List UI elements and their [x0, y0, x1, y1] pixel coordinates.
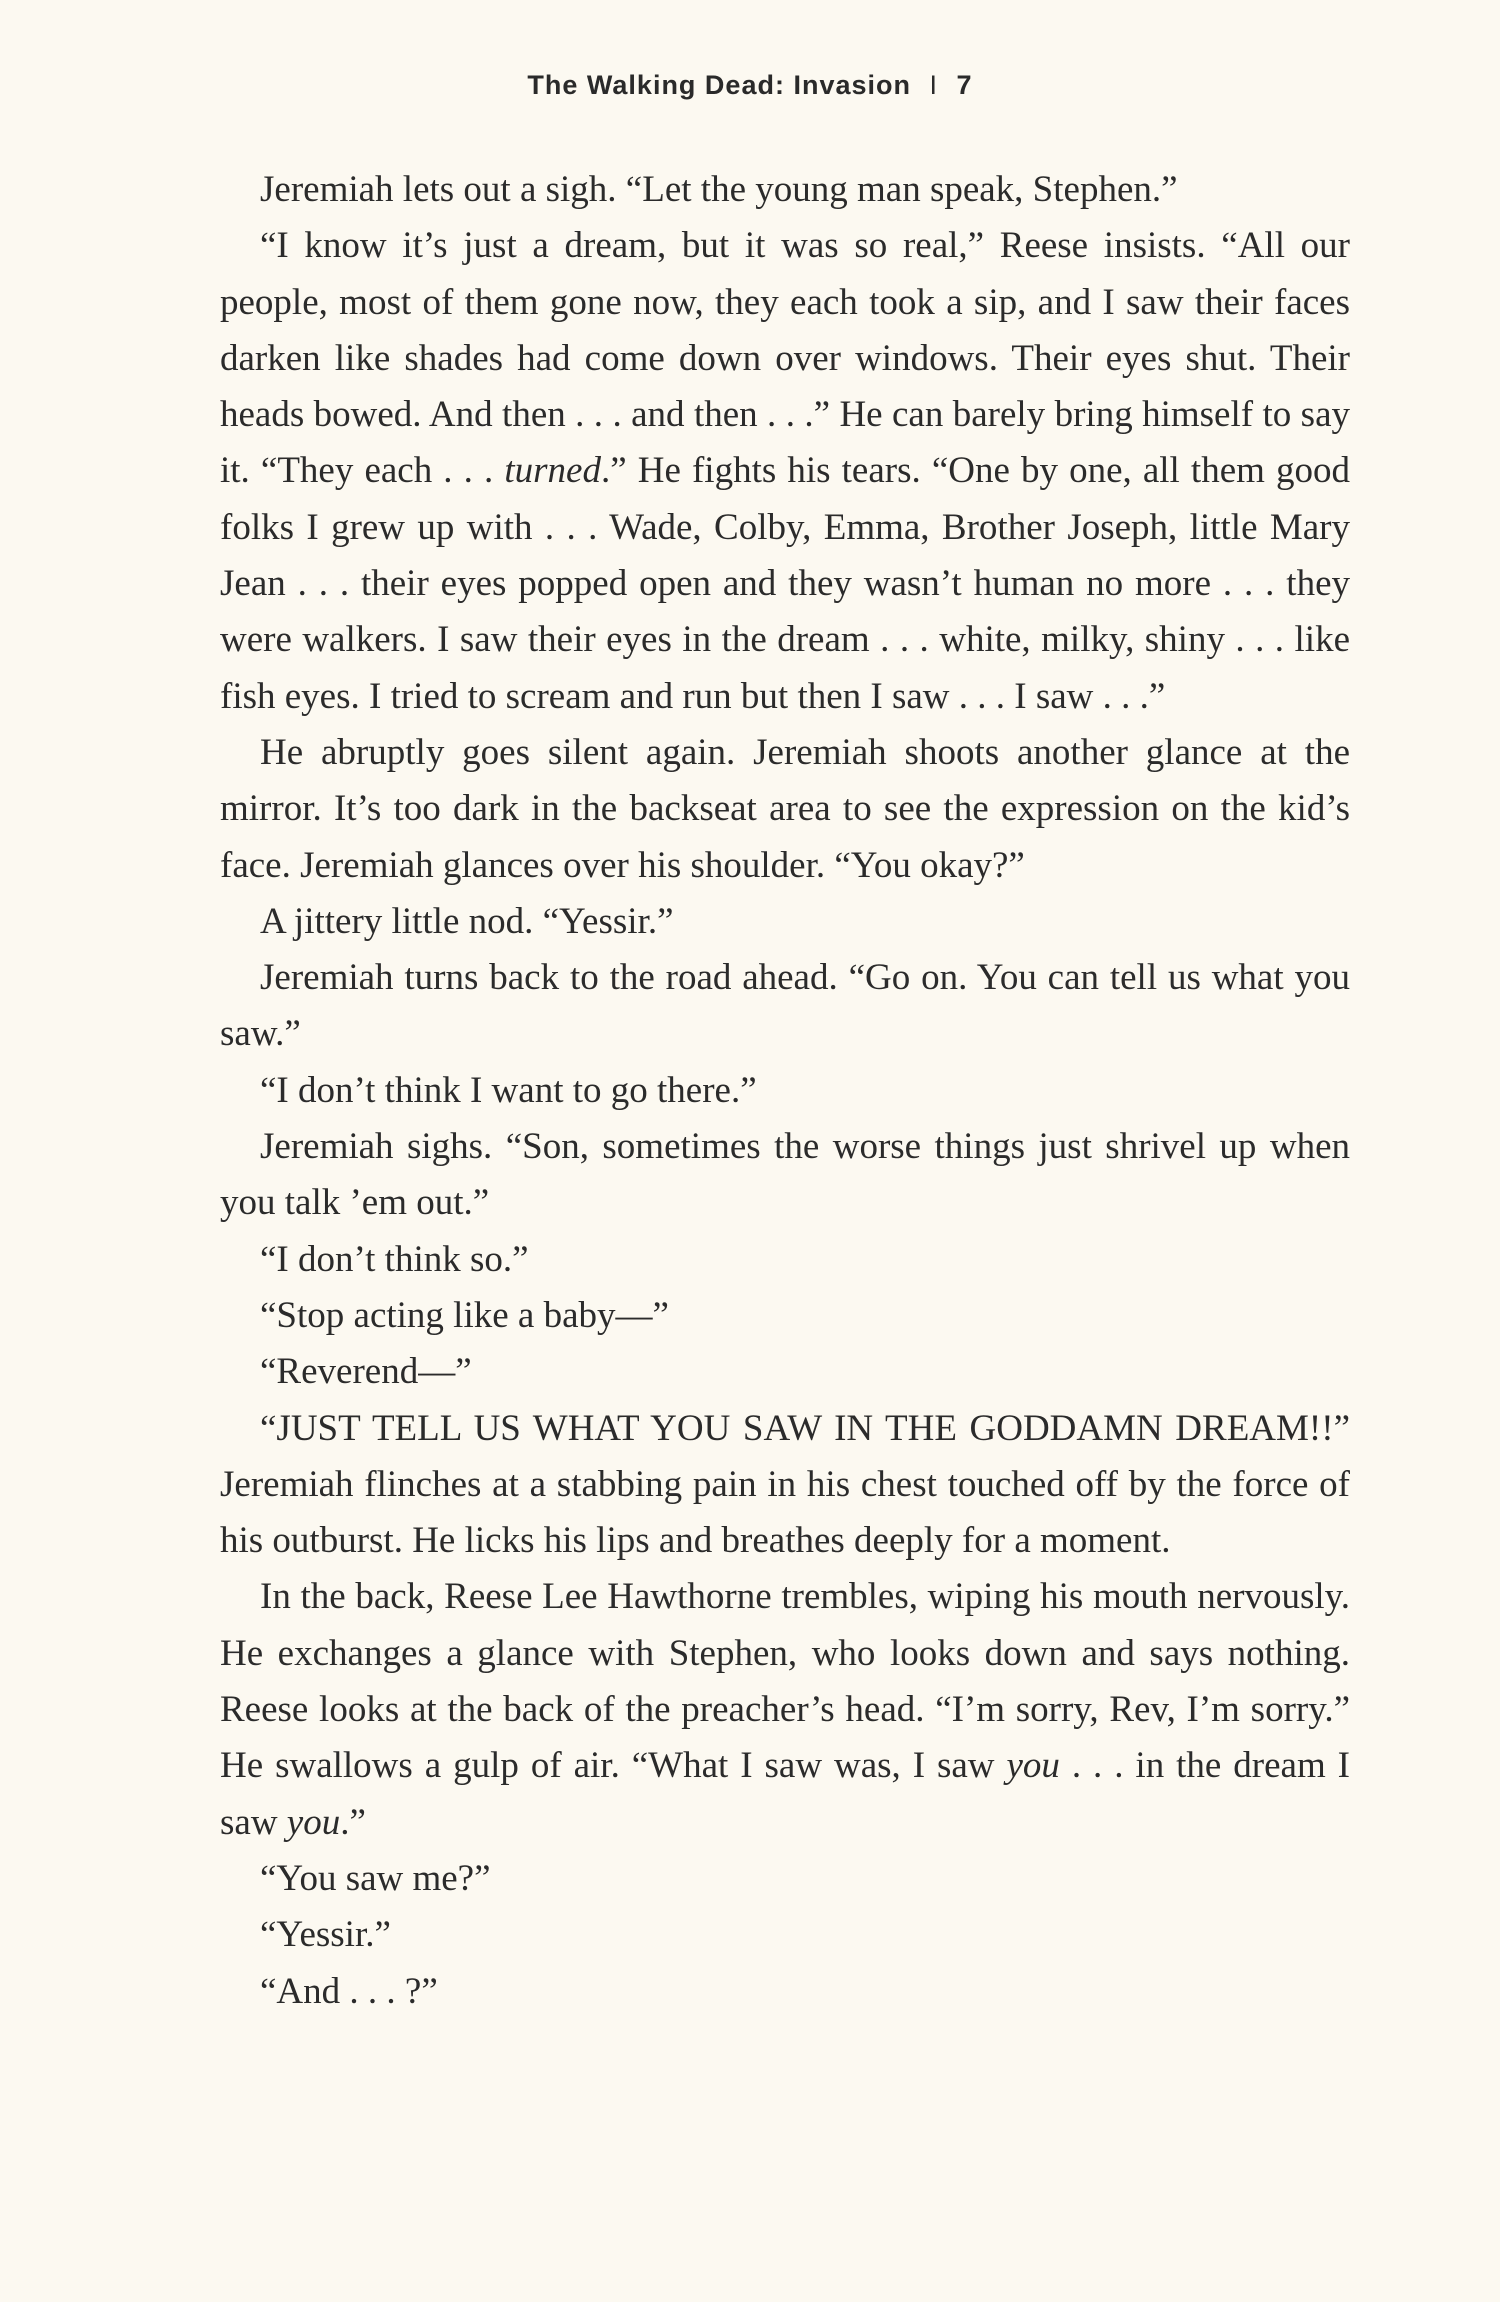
paragraph: A jittery little nod. “Yessir.”: [260, 900, 674, 942]
header-separator: I: [929, 70, 939, 100]
paragraph: Jeremiah lets out a sigh. “Let the young man speak, Stephen.”: [260, 169, 1178, 210]
paragraph: “I don’t think I want to go there.”: [260, 1069, 757, 1111]
paragraph: Jeremiah sighs. “Son, sometimes the worse things just shrivel up when you talk ’em out.”: [220, 1126, 1350, 1224]
paragraph: “And . . . ?”: [260, 1970, 438, 2012]
paragraph: In the back, Reese Lee Hawthorne trembles, wiping his mouth nervously. He exchanges a glance with Stephen, who looks down and says nothing. Reese looks at the back of the preacher’s head. “I’m sorry, Rev, I’m sorry.” He swallows a gulp of air. “What I saw was, I saw you . . . in the dream I saw you.”: [220, 1576, 1351, 1843]
paragraph: “I know it’s just a dream, but it was so real,” Reese insists. “All our people, most of them gone now, they each took a sip, and I saw their faces darken like shades had come down over windows. Their eyes shut. Their heads bowed. And then . . . and then . . .” He can barely bring himself to say it. “They each . . . turned.” He fights his tears. “One by one, all them good folks I grew up with . . . Wade, Colby, Emma, Brother Joseph, little Mary Jean . . . their eyes popped open and they wasn’t human no more . . . they were walkers. I saw their eyes in the dream . . . white, milky, shiny . . . like fish eyes. I tried to scream and run but then I saw . . . I saw . . .”: [220, 225, 1350, 717]
paragraph: “Stop acting like a baby—”: [260, 1294, 669, 1336]
paragraph: Jeremiah turns back to the road ahead. “Go on. You can tell us what you saw.”: [220, 957, 1350, 1055]
body-text: [220, 162, 1350, 2020]
paragraph: “I don’t think so.”: [260, 1238, 529, 1280]
book-title: The Walking Dead: Invasion: [527, 70, 911, 100]
paragraph: “You saw me?”: [260, 1857, 491, 1899]
page-number: 7: [956, 70, 973, 100]
running-header: [0, 70, 1500, 101]
paragraph: He abruptly goes silent again. Jeremiah shoots another glance at the mirror. It’s too dark in the backseat area to see the expression on the kid’s face. Jeremiah glances over his shoulder. “You okay?”: [220, 731, 1350, 886]
paragraph: “Yessir.”: [260, 1914, 391, 1956]
paragraph: “Reverend—”: [260, 1351, 472, 1393]
paragraph: “JUST TELL US WHAT YOU SAW IN THE GODDAMN DREAM!!” Jeremiah flinches at a stabbing pain in his chest touched off by the force of his outburst. He licks his lips and breathes deeply for a moment.: [220, 1407, 1350, 1562]
